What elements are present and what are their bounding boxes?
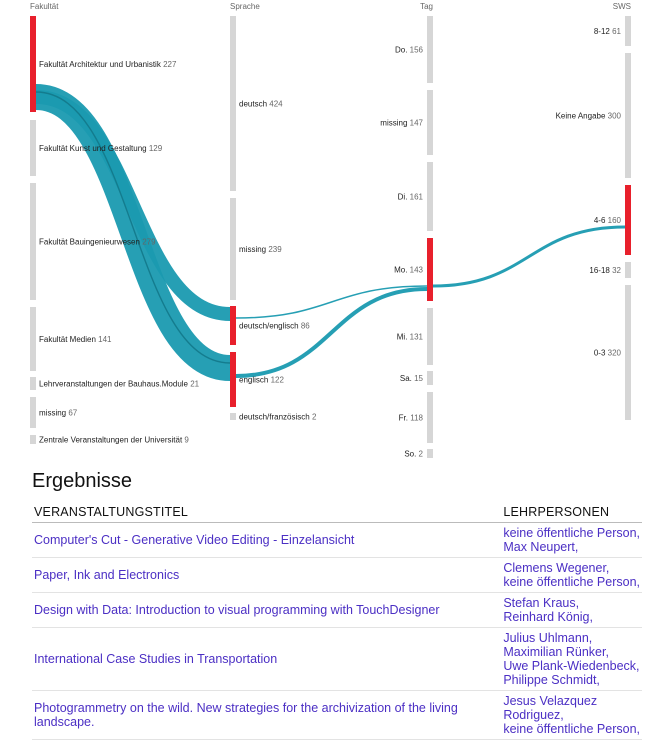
sankey-node-label [594, 349, 622, 358]
sankey-node-label [239, 376, 284, 385]
sankey-node-label [39, 335, 112, 344]
node-label-text: Fakultät Medien [39, 335, 99, 344]
course-title-link[interactable]: Photogrammetry on the wild. New strategies for the archivization of the living landscape. [34, 701, 458, 729]
persons-cell [501, 691, 642, 740]
sankey-node-label [39, 436, 189, 445]
column-header-persons: LEHRPERSONEN [501, 503, 642, 523]
person-link[interactable]: keine öffentliche Person, [503, 526, 640, 540]
sankey-column-3 [556, 2, 631, 420]
sankey-node[interactable] [625, 53, 631, 178]
sankey-node-label [39, 409, 78, 418]
sankey-column-0 [30, 2, 200, 445]
node-count: 86 [300, 321, 310, 331]
results-section [32, 470, 642, 740]
column-header-title: VERANSTALTUNGSTITEL [32, 503, 501, 523]
sankey-node-label [404, 450, 423, 459]
node-label-text: Fakultät Architektur und Urbanistik [39, 60, 164, 69]
sankey-node[interactable] [625, 262, 631, 278]
node-label-text: Mo. [394, 265, 410, 275]
node-label-text: deutsch/französisch [239, 412, 312, 422]
persons-cell [501, 558, 642, 593]
node-label-text: englisch [239, 375, 271, 385]
node-label-text: Keine Angabe [555, 111, 608, 121]
node-label-text: missing [380, 118, 410, 128]
table-row [32, 691, 642, 740]
node-count: 143 [409, 265, 423, 275]
persons-cell [501, 628, 642, 691]
sankey-node[interactable] [30, 435, 36, 444]
table-row [32, 523, 642, 558]
sankey-node-label [556, 112, 622, 121]
course-title-cell [32, 523, 501, 558]
person-entry [503, 561, 640, 575]
sankey-column-2 [380, 2, 433, 459]
node-count: 32 [612, 266, 621, 275]
node-count: 67 [68, 408, 78, 418]
sankey-node[interactable] [427, 392, 433, 443]
sankey-node[interactable] [230, 306, 236, 345]
sankey-node[interactable] [230, 352, 236, 407]
column-header: Fakultät [30, 2, 59, 11]
person-entry [503, 694, 640, 708]
table-row [32, 558, 642, 593]
node-count: 424 [269, 99, 283, 109]
sankey-node[interactable] [30, 120, 36, 176]
node-label-text: Sa. [399, 374, 415, 383]
node-count: 156 [409, 45, 423, 55]
node-count: 320 [607, 348, 621, 358]
sankey-node-label [399, 414, 424, 423]
node-label-text: 8-12 [593, 27, 613, 36]
sankey-node[interactable] [427, 162, 433, 231]
table-row [32, 593, 642, 628]
node-label-text: Zentrale Veranstaltungen der Universität [39, 435, 185, 445]
person-entry [503, 708, 640, 722]
person-link[interactable]: Julius Uhlmann, [503, 631, 593, 645]
node-count: 2 [311, 412, 317, 422]
sankey-node-label [39, 380, 200, 389]
person-link[interactable]: Maximilian Rünker, [503, 645, 609, 659]
sankey-node-label [594, 216, 622, 225]
person-link[interactable]: Jesus Velazquez [503, 694, 598, 708]
node-label-text: missing [239, 245, 269, 254]
node-count: 2 [418, 449, 423, 459]
node-label-text: Mi. [396, 332, 410, 342]
person-link[interactable]: keine öffentliche Person, [503, 722, 640, 736]
results-table [32, 503, 642, 740]
node-count: 161 [409, 192, 423, 202]
person-entry [503, 673, 640, 687]
sankey-node[interactable] [30, 16, 36, 112]
sankey-node-label [239, 245, 282, 254]
node-label-text: Fr. [398, 413, 411, 423]
node-count: 300 [607, 111, 621, 121]
node-label-text: deutsch [239, 99, 270, 109]
node-count: 61 [612, 27, 621, 36]
sankey-node-label [395, 46, 424, 55]
person-entry [503, 540, 640, 554]
course-title-cell [32, 593, 501, 628]
sankey-node[interactable] [427, 90, 433, 155]
person-entry [503, 526, 640, 540]
persons-cell [501, 523, 642, 558]
node-count: 118 [410, 413, 423, 423]
sankey-node[interactable] [625, 285, 631, 420]
person-entry [503, 631, 640, 645]
sankey-node-label [239, 100, 283, 109]
flow-architektur-to-englisch[interactable] [36, 97, 230, 368]
sankey-node-label [594, 27, 622, 36]
course-title-link[interactable]: Paper, Ink and Electronics [34, 568, 180, 582]
node-label-text: missing [39, 408, 69, 418]
person-link[interactable]: Max Neupert, [503, 540, 579, 554]
person-link[interactable]: Philippe Schmidt, [503, 673, 600, 687]
sankey-node-label [589, 266, 621, 275]
person-link[interactable]: Rodriguez, [503, 708, 564, 722]
node-count: 15 [414, 374, 423, 383]
flow-architektur-to-englisch-edge[interactable] [36, 92, 230, 363]
node-count: 21 [190, 379, 200, 389]
node-count: 279 [142, 237, 156, 247]
person-entry [503, 610, 640, 624]
node-label-text: Di. [397, 192, 410, 202]
node-label-text: So. [404, 449, 419, 459]
node-label-text: Do. [394, 45, 410, 55]
sankey-column-1 [230, 2, 317, 422]
node-label-text: Fakultät Kunst und Gestaltung [39, 144, 149, 153]
node-count: 141 [98, 335, 112, 344]
table-row [32, 628, 642, 691]
sankey-node[interactable] [625, 185, 631, 255]
sankey-node-label [39, 238, 156, 247]
node-count: 9 [184, 435, 189, 445]
course-title-link[interactable]: International Case Studies in Transportation [34, 652, 278, 666]
course-title-cell [32, 628, 501, 691]
node-label-text: Fakultät Bauingenieurwesen [39, 237, 143, 247]
sankey-node[interactable] [427, 371, 433, 385]
sankey-node[interactable] [230, 198, 236, 300]
node-count: 239 [268, 245, 282, 254]
node-count: 147 [409, 118, 423, 128]
sankey-node-label [39, 60, 177, 69]
node-count: 131 [409, 332, 423, 342]
sankey-node-label [394, 266, 423, 275]
person-link[interactable]: Stefan Kraus, [503, 596, 580, 610]
person-entry [503, 575, 640, 589]
results-header-row [32, 503, 642, 523]
results-title: Ergebnisse [32, 470, 133, 492]
person-link[interactable]: Uwe Plank-Wiedenbeck, [503, 659, 640, 673]
person-entry [503, 659, 640, 673]
sankey-links [36, 92, 625, 376]
node-label-text: 4-6 [593, 216, 608, 225]
sankey-node[interactable] [427, 308, 433, 365]
sankey-node-label [239, 322, 310, 331]
sankey-node[interactable] [230, 16, 236, 191]
course-title-link[interactable]: Computer's Cut - Generative Video Editing - Einzelansicht [34, 533, 355, 547]
person-link[interactable]: keine öffentliche Person, [503, 575, 640, 589]
person-entry [503, 645, 640, 659]
node-label-text: 16-18 [589, 266, 613, 275]
person-link[interactable]: Clemens Wegener, [503, 561, 610, 575]
sankey-node[interactable] [30, 397, 36, 428]
course-title-link[interactable]: Design with Data: Introduction to visual programming with TouchDesigner [34, 603, 440, 617]
sankey-node-label [239, 413, 317, 422]
sankey-node[interactable] [30, 377, 36, 390]
sankey-node-label [39, 144, 163, 153]
column-header: SWS [612, 2, 631, 11]
person-entry [503, 596, 640, 610]
node-count: 129 [148, 144, 163, 153]
sankey-node[interactable] [427, 16, 433, 83]
node-count: 227 [163, 60, 177, 69]
node-label-text: 0-3 [593, 348, 608, 358]
sankey-node-label [400, 374, 424, 383]
course-title-cell [32, 558, 501, 593]
sankey-node[interactable] [427, 238, 433, 301]
sankey-node[interactable] [30, 183, 36, 300]
course-title-cell [32, 691, 501, 740]
column-header: Sprache [230, 2, 260, 11]
sankey-node-label [398, 193, 424, 202]
sankey-node[interactable] [625, 16, 631, 46]
node-count: 122 [270, 375, 284, 385]
sankey-node-label [380, 119, 423, 128]
node-label-text: deutsch/englisch [239, 321, 301, 331]
flow-mo-to-4-6[interactable] [433, 227, 625, 286]
sankey-node[interactable] [230, 413, 236, 420]
person-link[interactable]: Reinhard König, [503, 610, 593, 624]
person-entry [503, 722, 640, 736]
persons-cell [501, 593, 642, 628]
node-count: 160 [607, 216, 621, 225]
sankey-node[interactable] [30, 307, 36, 371]
column-header: Tag [420, 2, 433, 11]
node-label-text: Lehrveranstaltungen der Bauhaus.Module [39, 379, 191, 389]
sankey-node-label [397, 333, 424, 342]
sankey-node[interactable] [427, 449, 433, 458]
